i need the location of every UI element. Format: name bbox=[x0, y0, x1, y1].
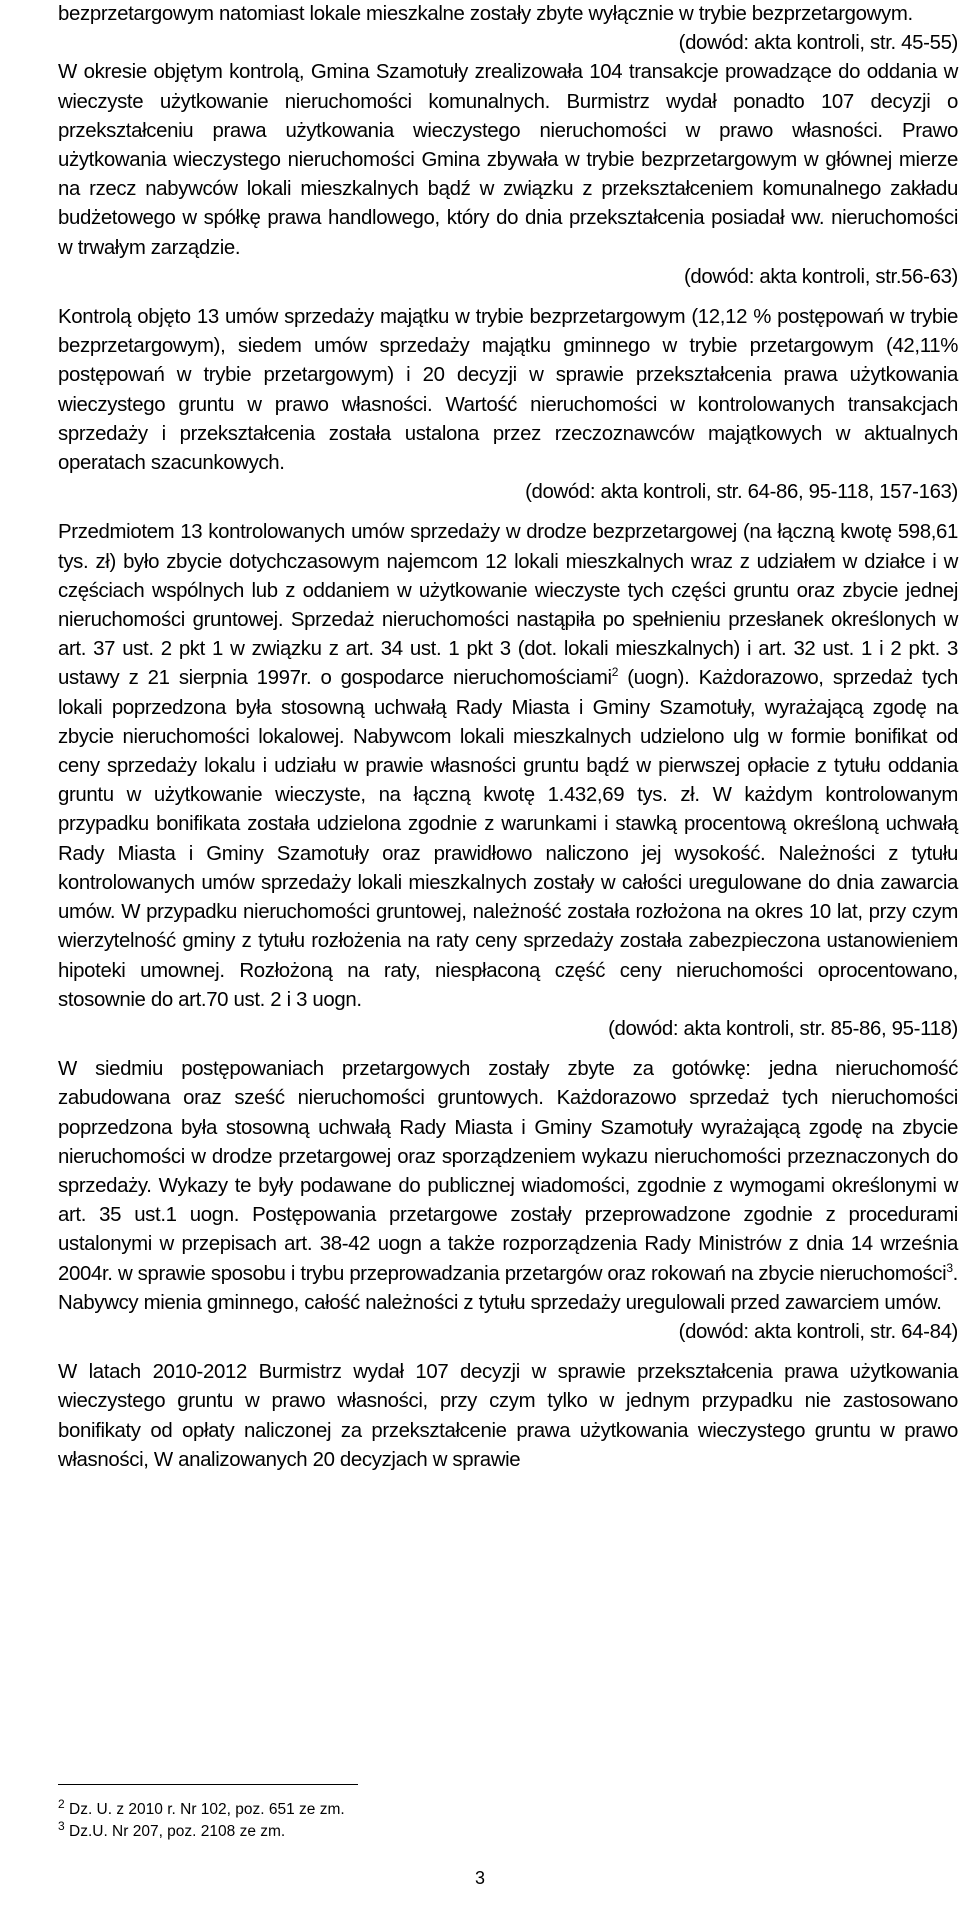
evidence-reference: (dowód: akta kontroli, str. 85-86, 95-118) bbox=[608, 1017, 958, 1040]
evidence-reference: (dowód: akta kontroli, str. 45-55) bbox=[678, 32, 958, 55]
footnote-ref[interactable]: 2 bbox=[611, 665, 619, 680]
paragraph-non-tender-sales bbox=[58, 518, 958, 1014]
paragraph-intro: bezprzetargowym natomiast lokale mieszkalne zostały zbyte wyłącznie w trybie bezprzetargowym. bbox=[58, 3, 913, 25]
footnote-2 bbox=[58, 1796, 345, 1820]
evidence-reference: (dowód: akta kontroli, str.56-63) bbox=[683, 265, 958, 288]
body-text bbox=[58, 0, 958, 1475]
footnote-ref[interactable]: 3 bbox=[946, 1260, 953, 1275]
footnote-text: Dz.U. Nr 207, poz. 2108 ze zm. bbox=[64, 1823, 286, 1840]
footnote-mark: 3 bbox=[58, 1818, 65, 1833]
paragraph-tender-sales bbox=[58, 1055, 958, 1318]
footnote-3 bbox=[58, 1818, 286, 1842]
paragraph-text: (uogn). Każdorazowo, sprzedaż tych lokali poprzedzona była stosowną uchwałą Rady Miasta i Gminy Szamotuły, wyrażającą zgodę na zbycie nieruchomości lokalowej. Nabywcom lokali mieszkalnych udzielono ulg w formie bonifikat od ceny sprzedaży lokalu i udziału w prawie własności gruntu bądź w pierwszej opłacie z tytułu oddania gruntu w użytkowanie wieczyste, na łączną kwotę 1.432,69 tys. zł. W każdym kontrolowanym przypadku bonifikata została udzielona zgodnie z warunkami i stawką procentową określoną uchwałą Rady Miasta i Gminy Szamotuły oraz prawidłowo naliczono jej wysokość. Należności z tytułu kontrolowanych umów sprzedaży lokali mieszkalnych zostały w całości uregulowane do dnia zawarcia umów. W przypadku nieruchomości gruntowej, należność została rozłożona na okres 10 lat, przy czym wierzytelność gminy z tytułu rozłożenia na raty ceny sprzedaży została zabezpieczona ustanowieniem hipoteki umownej. Rozłożoną na raty, niespłaconą część ceny nieruchomości oprocentowano, stosownie do art.70 ust. 2 i 3 uogn. bbox=[58, 667, 958, 1011]
paragraph-perpetual-usufruct: W okresie objętym kontrolą, Gmina Szamotuły zrealizowała 104 transakcje prowadzące do oddania w wieczyste użytkowanie nieruchomości komunalnych. Burmistrz wydał ponadto 107 decyzji o przekształceniu prawa użytkowania wieczystego nieruchomości w prawo własności. Prawo użytkowania wieczystego nieruchomości Gmina zbywała w trybie bezprzetargowym w głównej mierze na rzecz nabywców lokali mieszkalnych bądź w związku z przekształceniem komunalnego zakładu budżetowego w spółkę prawa handlowego, który do dnia przekształcenia posiadał ww. nieruchomości w trwałym zarządzie. bbox=[58, 61, 958, 259]
page-number: 3 bbox=[474, 1868, 485, 1888]
paragraph-text: Przedmiotem 13 kontrolowanych umów sprzedaży w drodze bezprzetargowej (na łączną kwotę 598,61 tys. zł) było zbycie dotychczasowym najemcom 12 lokali mieszkalnych wraz z udziałem w działce i w częściach wspólnych lub z oddaniem w użytkowanie wieczyste tych części gruntu oraz zbycie jednej nieruchomości gruntowej. Sprzedaż nieruchomości nastąpiła po spełnieniu przesłanek określonych w art. 37 ust. 2 pkt 1 w związku z art. 34 ust. 1 pkt 3 (dot. lokali mieszkalnych) i art. 32 ust. 1 i 2 pkt. 3 ustawy z 21 sierpnia 1997r. o gospodarce nieruchomościami bbox=[58, 521, 958, 690]
footnote-divider bbox=[58, 1784, 358, 1785]
evidence-reference: (dowód: akta kontroli, str. 64-84) bbox=[678, 1320, 958, 1343]
evidence-reference: (dowód: akta kontroli, str. 64-86, 95-118, 157-163) bbox=[525, 481, 958, 504]
paragraph-text: W siedmiu postępowaniach przetargowych zostały zbyte za gotówkę: jedna nieruchomość zabudowana oraz sześć nieruchomości gruntowych. Każdorazowo sprzedaż tych nieruchomości poprzedzona była stosowną uchwałą Rady Miasta i Gminy Szamotuły wyrażającą zgodę na zbycie nieruchomości w drodze przetargowej oraz sporządzeniem wykazu nieruchomości przeznaczonych do sprzedaży. Wykazy te były podawane do publicznej wiadomości, zgodnie z wymogami określonymi w art. 35 ust.1 uogn. Postępowania przetargowe zostały przeprowadzone zgodnie z procedurami ustalonymi w przepisach art. 38-42 uogn a także rozporządzenia Rady Ministrów z dnia 14 września 2004r. w sprawie sposobu i trybu przeprowadzania przetargów oraz rokowań na zbycie nieruchomości bbox=[58, 1058, 958, 1285]
paragraph-conversion-decisions: W latach 2010-2012 Burmistrz wydał 107 decyzji w sprawie przekształcenia prawa użytkowania wieczystego gruntu w prawo własności, przy czym tylko w jednym przypadku nie zastosowano bonifikaty od opłaty naliczonej za przekształcenie prawa użytkowania wieczystego gruntu w prawo własności, W analizowanych 20 decyzjach w sprawie bbox=[58, 1361, 958, 1471]
footnote-mark: 2 bbox=[58, 1796, 65, 1811]
footnote-text: Dz. U. z 2010 r. Nr 102, poz. 651 ze zm. bbox=[64, 1801, 345, 1818]
paragraph-text: . Nabywcy mienia gminnego, całość należności z tytułu sprzedaży uregulowali przed zawarciem umów. bbox=[58, 1262, 958, 1314]
paragraph-audit-scope: Kontrolą objęto 13 umów sprzedaży majątku w trybie bezprzetargowym (12,12 % postępowań w trybie bezprzetargowym), siedem umów sprzedaży majątku gminnego w trybie przetargowym (42,11% postępowań w trybie przetargowym) i 20 decyzji w sprawie przekształcenia prawa użytkowania wieczystego gruntu w prawo własności. Wartość nieruchomości w kontrolowanych transakcjach sprzedaży i przekształcenia została ustalona przez rzeczoznawców majątkowych w aktualnych operatach szacunkowych. bbox=[58, 306, 958, 475]
